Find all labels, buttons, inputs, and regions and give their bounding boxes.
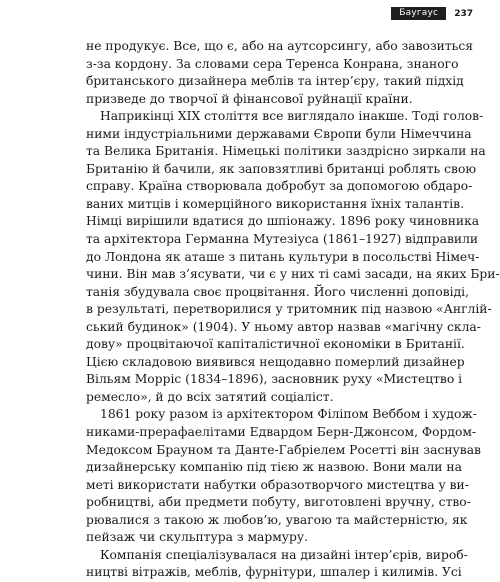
text-line: призведе до творчої й фінансової руйнації країни. bbox=[86, 91, 413, 106]
text-line: никами-прерафаелітами Едвардом Берн-Джонсом, Фордом- bbox=[86, 425, 477, 440]
text-line: не продукує. Все, що є, або на аутсорсингу, або завозиться bbox=[86, 39, 473, 53]
text-line: британського дизайнера меблів та інтер’єру, такий підхід bbox=[86, 74, 464, 89]
text-line: Цією складовою виявився нещодавно померлий дизайнер bbox=[86, 354, 465, 369]
text-line: рювалися з такою ж любов’ю, увагою та майстерністю, як bbox=[86, 512, 468, 527]
text-line: ництві вітражів, меблів, фурнітури, шпалер і килимів. Усі bbox=[86, 565, 462, 580]
running-head bbox=[391, 7, 473, 20]
text-line: Наприкінці XIX століття все виглядало інакше. Тоді голов- bbox=[100, 109, 484, 124]
running-head-title: Баугаус bbox=[391, 7, 446, 20]
text-line: танія збудувала своє процвітання. Його численні доповіді, bbox=[86, 284, 469, 299]
text-line: справу. Країна створювала добробут за допомогою обдаро- bbox=[86, 179, 473, 194]
text-line: дову» процвітаючої капіталістичної економіки в Британії. bbox=[86, 337, 465, 352]
text-line: Вільям Морріс (1834–1896), засновник руху «Мистецтво і bbox=[86, 372, 463, 387]
text-line: чини. Він мав з’ясувати, чи є у них ті самі засади, на яких Бри- bbox=[86, 267, 500, 282]
text-line: та Велика Британія. Німецькі політики заздрісно зиркали на bbox=[86, 144, 486, 159]
text-line: з-за кордону. За словами сера Теренса Конрана, знаного bbox=[86, 56, 459, 71]
text-line: пейзаж чи скульптура з мармуру. bbox=[86, 530, 309, 545]
text-line: ваних митців і комерційного використання їхніх талантів. bbox=[86, 196, 464, 211]
text-line: та архітектора Германна Мутезіуса (1861–1927) відправили bbox=[86, 232, 479, 247]
text-line: ський будинок» (1904). У ньому автор назвав «магічну скла- bbox=[86, 319, 481, 334]
text-line: Компанія спеціалізувалася на дизайні інтер’єрів, вироб- bbox=[100, 547, 468, 562]
text-line: робництві, аби предмети побуту, виготовлені вручну, ство- bbox=[86, 495, 471, 510]
text-line: ремесло», й до всіх затятий соціаліст. bbox=[86, 389, 334, 404]
text-line: меті використати набутки образотворчого мистецтва у ви- bbox=[86, 477, 469, 492]
text-line: ними індустріальними державами Європи були Німеччина bbox=[86, 126, 472, 141]
text-line: 1861 року разом із архітектором Філіпом Веббом і худож- bbox=[100, 407, 477, 422]
text-line: в результаті, перетворилися у тритомник під назвою «Англій- bbox=[86, 302, 492, 317]
body-text bbox=[86, 38, 500, 582]
text-line: Медоксом Брауном та Данте-Габріелем Росетті він заснував bbox=[86, 442, 481, 457]
text-line: до Лондона як аташе з питань культури в посольстві Німеч- bbox=[86, 249, 480, 264]
text-line: Британію й бачили, як заповзятливі британці роблять свою bbox=[86, 161, 477, 176]
text-line: Німці вирішили вдатися до шпіонажу. 1896 року чиновника bbox=[86, 214, 480, 229]
text-line: дизайнерську компанію під тією ж назвою. Вони мали на bbox=[86, 460, 462, 475]
page-number: 237 bbox=[454, 8, 473, 19]
